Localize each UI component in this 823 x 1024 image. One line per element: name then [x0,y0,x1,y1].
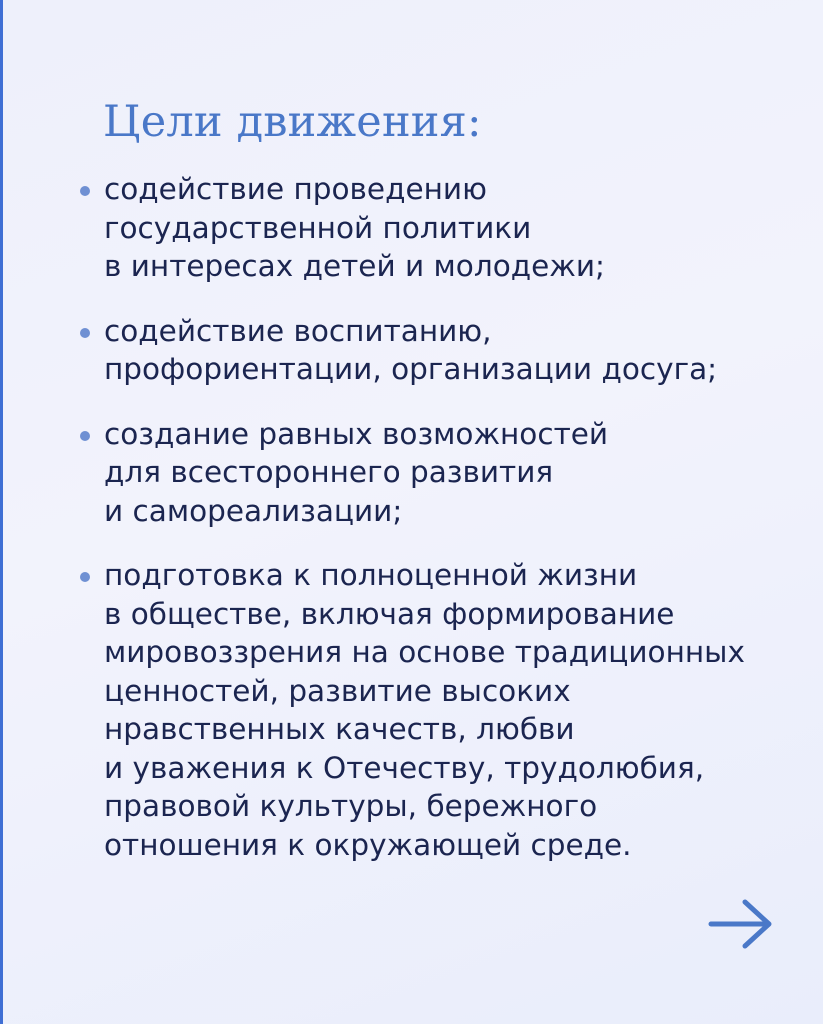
goal-text-line: содействие проведению [104,172,487,206]
goal-text-line: в интересах детей и молодежи; [104,249,605,283]
goal-text-line: отношения к окружающей среде. [104,827,632,862]
goal-text-line: для всестороннего развития [104,455,554,489]
goal-item [0,312,745,389]
goal-text-line: профориентации, организации досуга; [104,352,718,386]
goal-text-line: и уважения к Отечеству, трудолюбия, [104,750,705,785]
goal-text-line: и самореализации; [104,493,403,528]
goal-text-line: подготовка к полноценной жизни [104,558,638,592]
goal-item [0,415,745,531]
bullet-icon [80,186,90,196]
goal-text-line: ценностей, развитие высоких [104,673,571,708]
arrow-right-icon [708,898,774,950]
bullet-icon [80,328,90,338]
bullet-icon [80,431,90,441]
goal-text-line: мировоззрения на основе традиционных [104,635,745,669]
goal-item [0,170,745,286]
page-title: Цели движения: [103,97,482,147]
goal-text-line: правовой культуры, бережного [104,789,598,823]
goal-text-line: государственной политики [104,210,532,245]
bullet-icon [80,572,90,582]
goal-text-line: содействие воспитанию, [104,313,492,348]
goal-text-line: в обществе, включая формирование [104,596,675,631]
goal-item [0,556,745,864]
goal-text-line: создание равных возможностей [104,416,609,451]
goals-list [0,170,745,890]
goal-text-line: нравственных качеств, любви [104,712,575,746]
next-arrow-button[interactable] [708,898,774,950]
